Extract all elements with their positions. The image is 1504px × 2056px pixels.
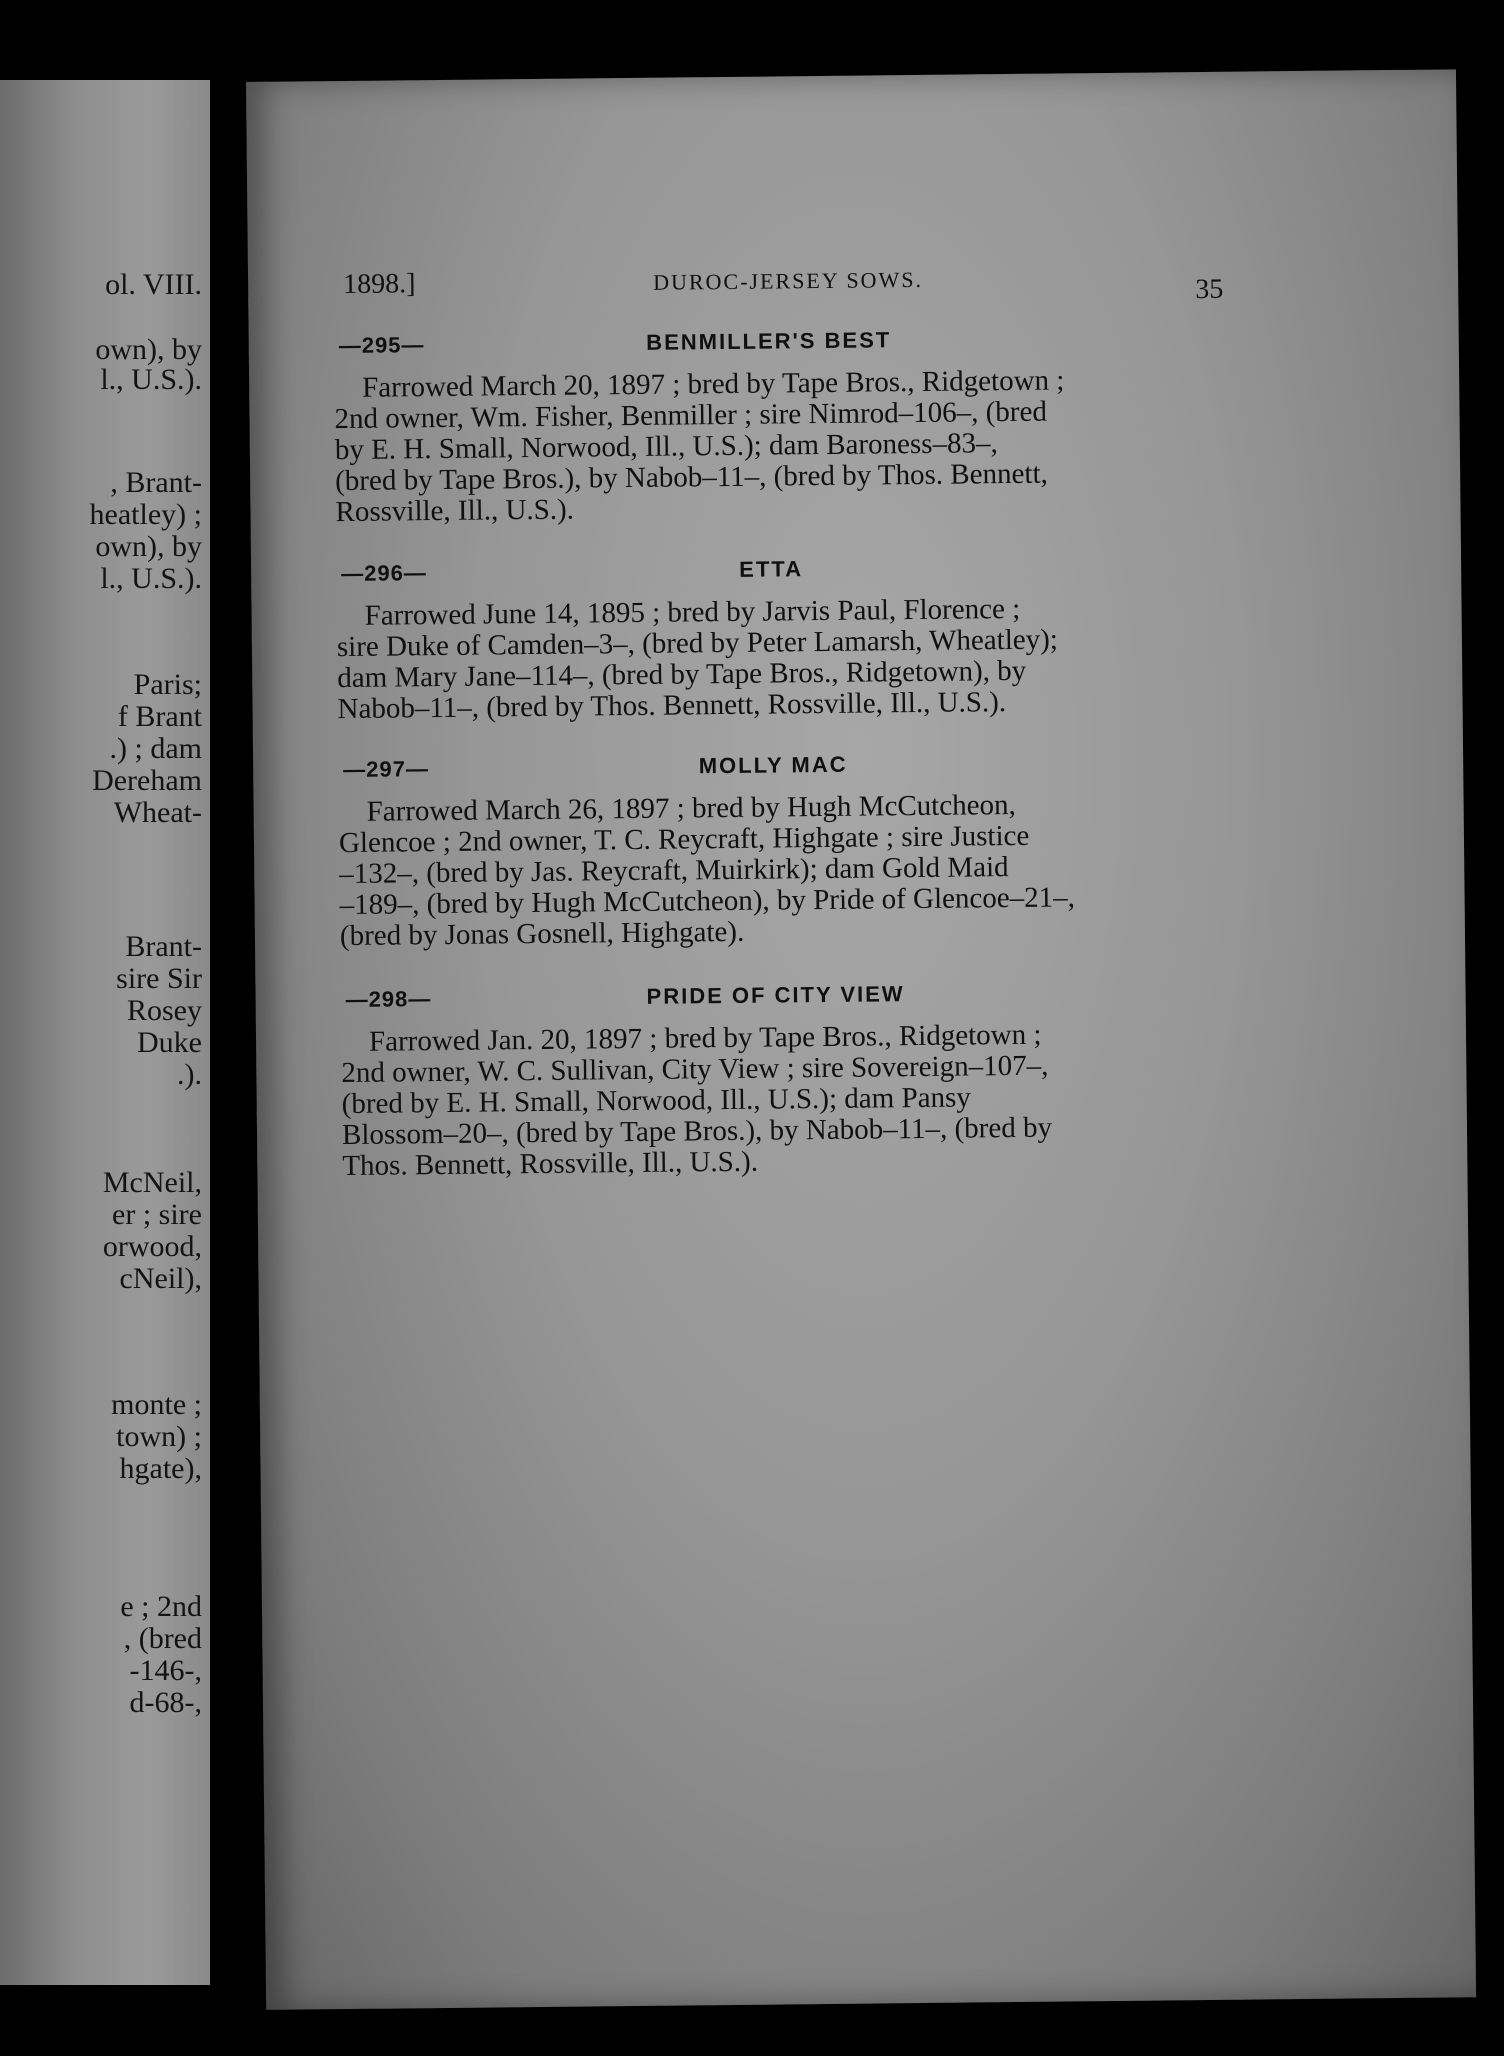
entry-297 (338, 748, 1210, 952)
main-page (246, 69, 1476, 2010)
entry-line: Nabob–11–, (bred by Thos. Bennett, Rossville, Ill., U.S.). (337, 686, 1007, 726)
entry-line: sire Duke of Camden–3–, (bred by Peter Lamarsh, Wheatley); (336, 623, 1059, 664)
entry-number: —298— (345, 986, 432, 1013)
left-page-line: Dereham (92, 764, 202, 797)
entry-line: by E. H. Small, Norwood, Ill., U.S.); dam Baroness–83–, (334, 427, 998, 467)
left-page-line: d-68-, (129, 1686, 202, 1719)
left-page-line: , Brant- (110, 466, 202, 499)
entry-line: 2nd owner, W. C. Sullivan, City View ; sire Sovereign–107–, (341, 1049, 1049, 1090)
left-page-line: Wheat- (113, 796, 202, 829)
entry-line: Thos. Bennett, Rossville, Ill., U.S.). (342, 1145, 759, 1183)
left-page-line: Paris; (133, 668, 202, 701)
entry-heading (336, 552, 1206, 595)
left-page-line: l., U.S.). (100, 363, 202, 396)
left-page-line: .) ; dam (109, 732, 202, 765)
entry-number: —297— (343, 756, 430, 783)
left-page-line: hgate), (119, 1452, 202, 1485)
entry-line: Rossville, Ill., U.S.). (335, 493, 575, 529)
running-head-title: DUROC-JERSEY SOWS. (652, 266, 924, 295)
entry-line: (bred by Jonas Gosnell, Highgate). (339, 915, 745, 953)
entry-line: –189–, (bred by Hugh McCutcheon), by Pride of Glencoe–21–, (339, 881, 1076, 922)
entry-text (341, 1018, 1213, 1182)
entry-number: —296— (341, 560, 427, 587)
left-page-line: -146-, (129, 1654, 202, 1687)
entry-line: Farrowed Jan. 20, 1897 ; bred by Tape Bros., Ridgetown ; (368, 1018, 1042, 1058)
left-page-line: monte ; (111, 1388, 202, 1421)
entry-line: Glencoe ; 2nd owner, T. C. Reycraft, Highgate ; sire Justice (338, 819, 1030, 860)
entry-heading (334, 324, 1204, 367)
left-page-line: heatley) ; (89, 498, 202, 531)
entry-name: MOLLY MAC (698, 751, 848, 779)
left-page-line: own), by (95, 530, 202, 563)
running-head (343, 260, 1223, 309)
left-page-line: l., U.S.). (100, 562, 202, 595)
entry-text (338, 788, 1210, 952)
entry-name: ETTA (739, 556, 804, 582)
page-gutter (210, 60, 246, 2010)
left-page-line: .). (177, 1058, 202, 1091)
entry-line: Farrowed March 20, 1897 ; bred by Tape Bros., Ridgetown ; (362, 364, 1065, 404)
left-page-line: cNeil), (119, 1262, 202, 1295)
left-page-line: McNeil, (102, 1166, 202, 1199)
left-page-line: Rosey (127, 994, 202, 1027)
entry-heading (340, 978, 1210, 1021)
left-page-line: er ; sire (112, 1198, 202, 1231)
entry-line: Farrowed June 14, 1895 ; bred by Jarvis Paul, Florence ; (364, 592, 1021, 632)
entry-298 (340, 978, 1212, 1182)
entry-line: 2nd owner, Wm. Fisher, Benmiller ; sire Nimrod–106–, (bred (334, 395, 1048, 436)
entry-line: dam Mary Jane–114–, (bred by Tape Bros., Ridgetown), by (337, 654, 1027, 695)
left-page-line: e ; 2nd (120, 1590, 202, 1623)
entry-text (336, 592, 1207, 725)
entry-line: Farrowed March 26, 1897 ; bred by Hugh McCutcheon, (366, 788, 1016, 828)
running-head-year: 1898.] (342, 268, 416, 300)
entry-line: (bred by E. H. Small, Norwood, Ill., U.S.); dam Pansy (341, 1081, 971, 1121)
entry-name: BENMILLER'S BEST (646, 327, 892, 355)
previous-page-fragment (0, 80, 210, 1985)
entry-296 (336, 552, 1208, 725)
entry-heading (338, 748, 1208, 791)
left-page-line: town) ; (116, 1420, 202, 1453)
left-page-line: ol. VIII. (105, 268, 202, 301)
entry-line: –132–, (bred by Jas. Reycraft, Muirkirk); dam Gold Maid (339, 851, 1009, 891)
left-page-line: Duke (137, 1026, 202, 1059)
left-page-line: f Brant (117, 700, 202, 733)
entry-name: PRIDE OF CITY VIEW (646, 981, 905, 1009)
entry-text (334, 364, 1206, 528)
entry-295 (334, 324, 1206, 528)
left-page-line: orwood, (102, 1230, 202, 1263)
left-page-line: Brant- (125, 930, 202, 963)
left-page-line: , (bred (123, 1622, 202, 1655)
left-page-line: own), by (95, 333, 202, 366)
entry-number: —295— (338, 332, 425, 359)
page-number: 35 (1195, 273, 1224, 306)
left-page-line: sire Sir (116, 962, 202, 995)
entry-line: (bred by Tape Bros.), by Nabob–11–, (bred by Thos. Bennett, (335, 457, 1048, 498)
entry-line: Blossom–20–, (bred by Tape Bros.), by Nabob–11–, (bred by (341, 1111, 1053, 1152)
